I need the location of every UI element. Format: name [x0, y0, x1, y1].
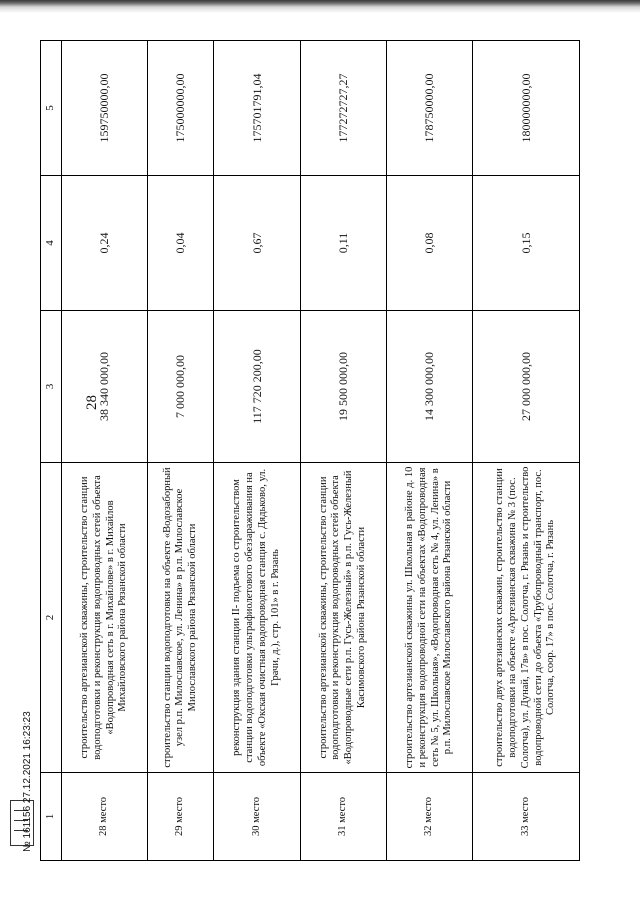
cell-amount: 14 300 000,00 [386, 311, 472, 463]
cell-place: 29 место [148, 773, 214, 861]
table-row [300, 41, 386, 861]
cell-coef: 0,24 [62, 176, 148, 311]
cell-place: 30 место [214, 773, 300, 861]
table-row [386, 41, 472, 861]
cell-description: строительство артезианской скважины ул. Школьная в районе д. 10 и реконструкция водопроводной сети на объектах «Водопроводная сеть № 5, ул. Школьная», «Водопроводная сеть № 4, ул. Ленина» в р.п. Милославское Милославского района Рязанской области [386, 463, 472, 773]
cell-value: 178750000,00 [386, 41, 472, 176]
cell-amount: 117 720 200,00 [214, 311, 300, 463]
cell-coef: 0,67 [214, 176, 300, 311]
cell-coef: 0,15 [473, 176, 580, 311]
cell-coef: 0,08 [386, 176, 472, 311]
cell-place: 31 место [300, 773, 386, 861]
header-row [41, 41, 62, 861]
data-table [40, 40, 580, 861]
cell-description: реконструкция здания станции II- подъема со строительством станции водоподготовки ультрафиолетового обеззараживания на объекте «Окская очистная водопроводная станция с. Дядьково, ул. Грачи, д.), стр. 101» в г. Рязань [214, 463, 300, 773]
cell-amount: 38 340 000,00 [62, 311, 148, 463]
cell-value: 180000000,00 [473, 41, 580, 176]
header-col-4: 4 [41, 176, 62, 311]
cell-value: 175701791,04 [214, 41, 300, 176]
header-col-3: 3 [41, 311, 62, 463]
cell-place: 28 место [62, 773, 148, 861]
page-number: 28 [84, 395, 100, 410]
cell-place: 33 место [473, 773, 580, 861]
cell-value: 177272727,27 [300, 41, 386, 176]
cell-amount: 7 000 000,00 [148, 311, 214, 463]
table-row [62, 41, 148, 861]
cell-coef: 0,04 [148, 176, 214, 311]
cell-description: строительство артезианской скважины, строительство станции водоподготовки и реконструкция водопроводных сетей объекта «Водопроводные сети р.п. Гусь-Железный» в р.п. Гусь-Железный Касимовского района Рязанской области [300, 463, 386, 773]
table-row [473, 41, 580, 861]
cell-amount: 19 500 000,00 [300, 311, 386, 463]
table-row [214, 41, 300, 861]
cell-amount: 27 000 000,00 [473, 311, 580, 463]
header-col-2: 2 [41, 463, 62, 773]
cell-description: строительство станции водоподготовки на объекте «Водозаборный узел р.п. Милославское, ул. Ленина» в р.п. Милославское Милославского района Рязанской области [148, 463, 214, 773]
document-registration-number: № 161156 27.12.2021 16:23:23 [22, 711, 33, 852]
cell-description: строительство двух артезианских скважин, строительство станции водоподготовки на объекте «Артезианская скважина № 3 (пос. Солотча), ул. Дунай, 17в» в пос. Солотча, г. Рязань и строительство водопроводной сети до объекта «Трубопроводный транспорт, пос. Солотча, соор. 17» в пос. Солотча, г. Рязань [473, 463, 580, 773]
data-table-rotated [40, 41, 580, 861]
cell-value: 175000000,00 [148, 41, 214, 176]
table-row [148, 41, 214, 861]
cell-value: 159750000,00 [62, 41, 148, 176]
cell-place: 32 место [386, 773, 472, 861]
scan-top-edge [0, 0, 640, 14]
cell-description: строительство артезианской скважины, строительство станции водоподготовки и реконструкция водопроводных сетей объекта «Водопроводная сеть в г. Михайлове» в г. Михайлов Михайловского района Рязанской области [62, 463, 148, 773]
cell-coef: 0,11 [300, 176, 386, 311]
header-col-1: 1 [41, 773, 62, 861]
header-col-5: 5 [41, 41, 62, 176]
